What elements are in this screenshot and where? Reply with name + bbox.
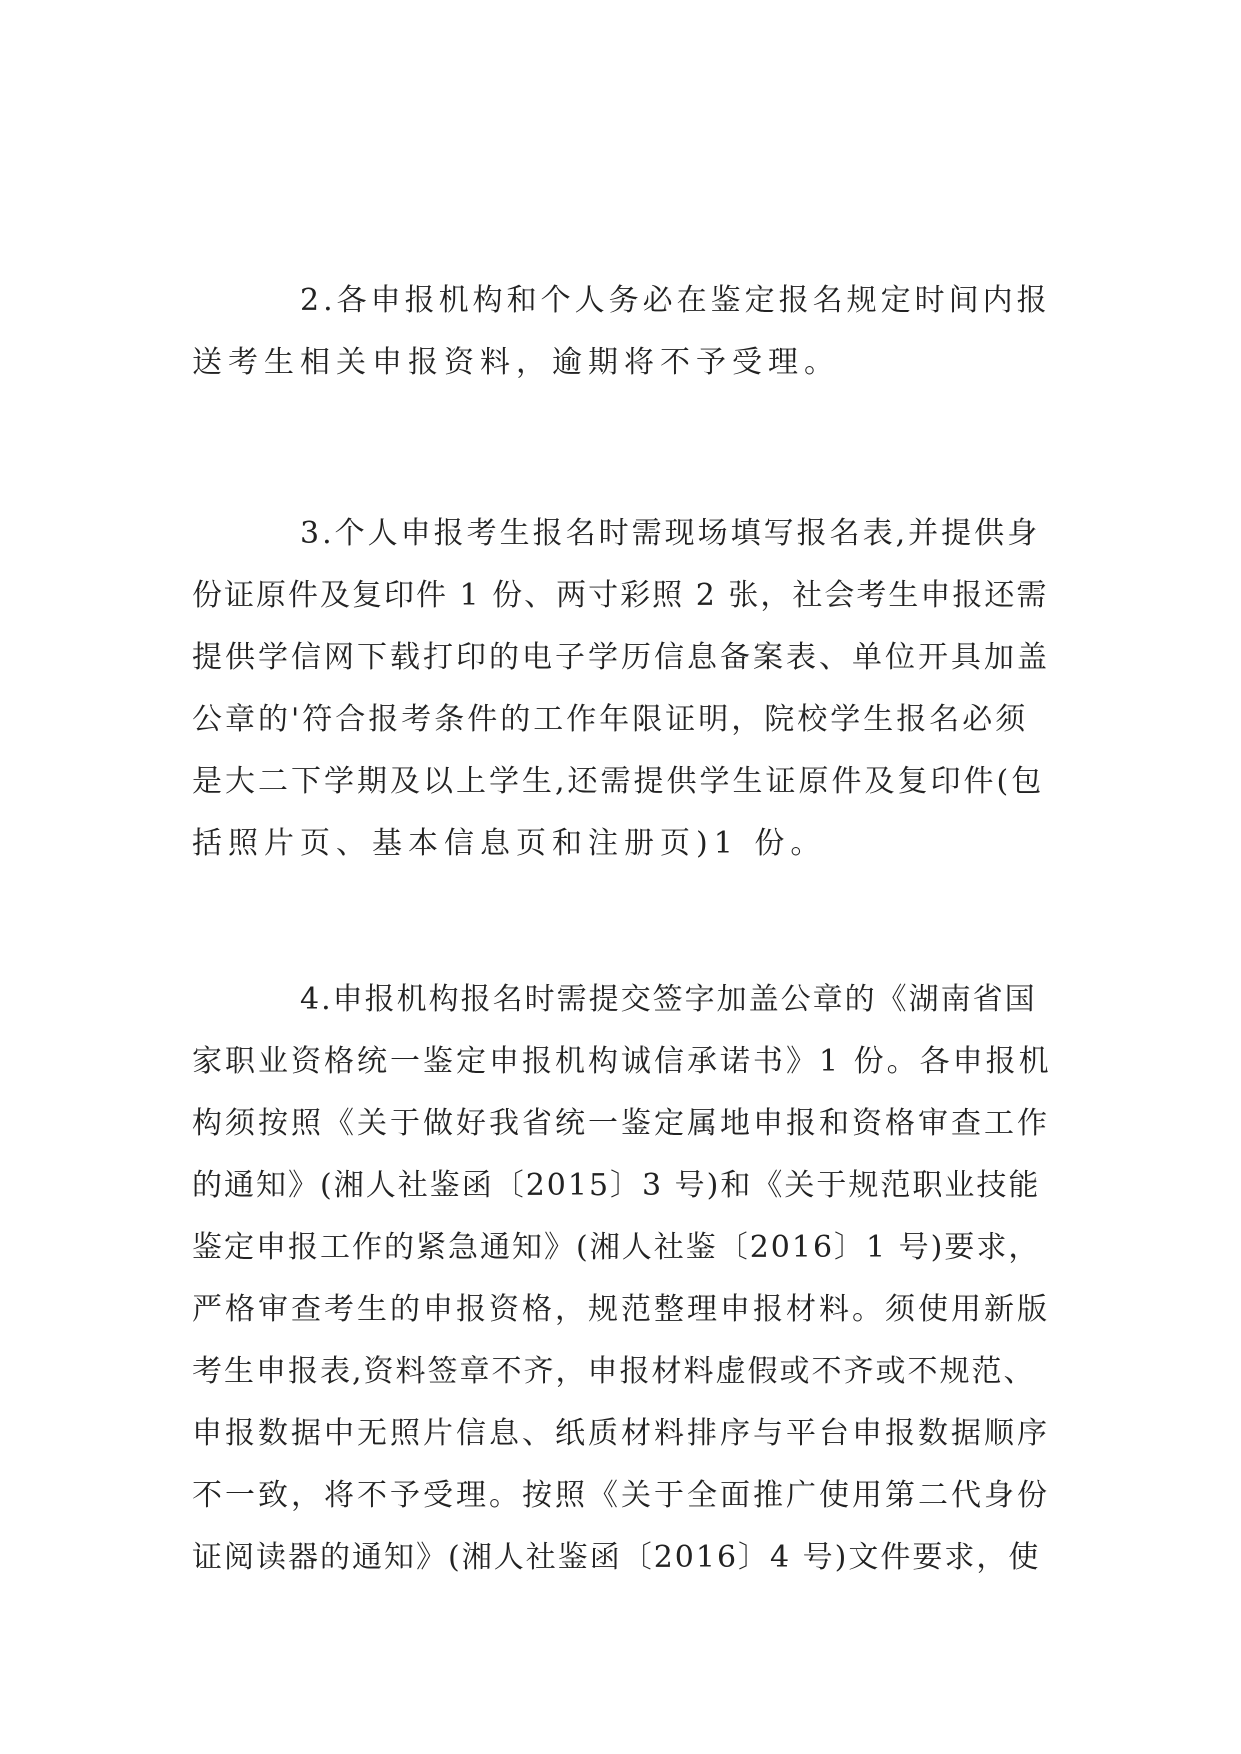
paragraph-line: 份证原件及复印件 1 份、两寸彩照 2 张，社会考生申报还需: [192, 578, 1049, 613]
paragraph-line: 不一致，将不予受理。按照《关于全面推广使用第二代身份: [192, 1478, 1050, 1513]
paragraph-line: 考生申报表,资料签章不齐，申报材料虚假或不齐或不规范、: [192, 1354, 1036, 1389]
paragraph-item-3: [192, 503, 1052, 875]
paragraph-line: 构须按照《关于做好我省统一鉴定属地申报和资格审查工作: [192, 1106, 1050, 1141]
paragraph-line: 括照片页、基本信息页和注册页)1 份。: [192, 826, 827, 861]
paragraph-line: 送考生相关申报资料，逾期将不予受理。: [192, 345, 840, 380]
paragraph-line: 家职业资格统一鉴定申报机构诚信承诺书》1 份。各申报机: [192, 1044, 1052, 1079]
paragraph-line: 严格审查考生的申报资格，规范整理申报材料。须使用新版: [192, 1292, 1050, 1327]
paragraph-line: 证阅读器的通知》(湘人社鉴函〔2016〕4 号)文件要求，使: [192, 1540, 1041, 1575]
paragraph-line: 2.各申报机构和个人务必在鉴定报名规定时间内报: [300, 283, 1051, 318]
paragraph-line: 是大二下学期及以上学生,还需提供学生证原件及复印件(包: [192, 764, 1045, 799]
paragraph-item-4: [192, 969, 1052, 1589]
paragraph-line: 申报数据中无照片信息、纸质材料排序与平台申报数据顺序: [192, 1416, 1050, 1451]
paragraph-line: 的通知》(湘人社鉴函〔2015〕3 号)和《关于规范职业技能: [192, 1168, 1041, 1203]
paragraph-line: 4.申报机构报名时需提交签字加盖公章的《湖南省国: [300, 982, 1037, 1017]
paragraph-line: 公章的'符合报考条件的工作年限证明，院校学生报名必须: [192, 702, 1029, 737]
paragraph-item-2: [192, 270, 1052, 394]
paragraph-line: 提供学信网下载打印的电子学历信息备案表、单位开具加盖: [192, 640, 1050, 675]
paragraph-line: 3.个人申报考生报名时需现场填写报名表,并提供身: [300, 516, 1041, 551]
paragraph-line: 鉴定申报工作的紧急通知》(湘人社鉴〔2016〕1 号)要求，: [192, 1230, 1041, 1265]
